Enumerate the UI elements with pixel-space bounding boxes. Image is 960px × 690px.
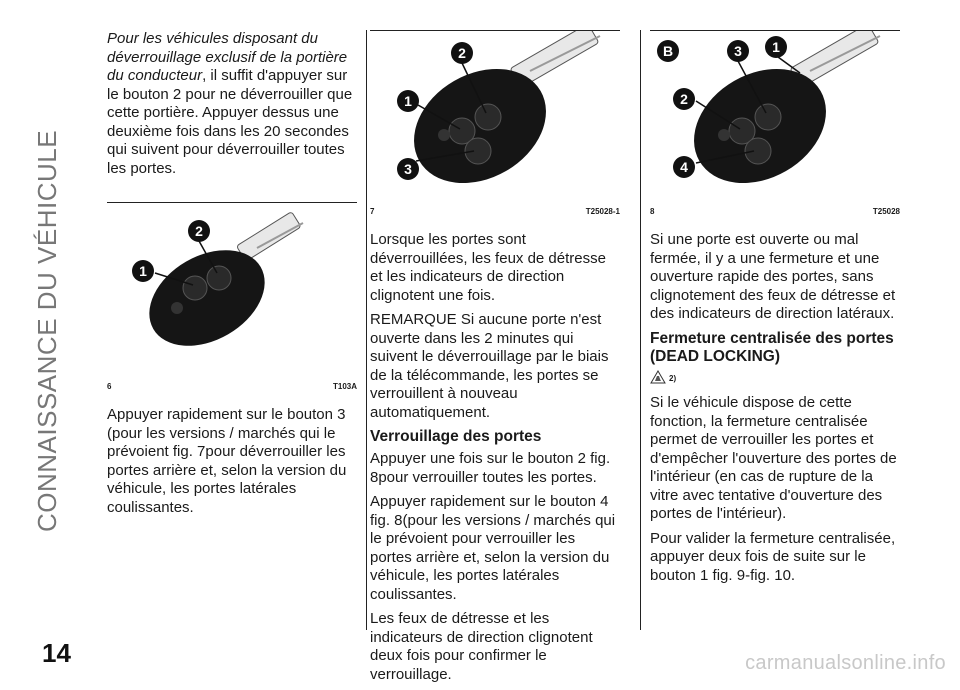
column-divider: [366, 30, 367, 630]
figure-code: T25028: [872, 206, 900, 216]
figure-6: [107, 203, 357, 396]
figure-number: 8: [650, 206, 655, 216]
figure-code: T25028-1: [585, 206, 620, 216]
callout-label: 3: [404, 161, 412, 177]
paragraph: Si une porte est ouverte ou mal fermée, il y a une fermeture et une ouverture rapide des portes, sans clignotement des feux de détresse et des indicateurs de direction latéraux.: [650, 231, 896, 322]
callout-label: 4: [680, 159, 688, 175]
callout-label: B: [662, 43, 674, 59]
key-fob-illustration: [370, 31, 620, 193]
paragraph: REMARQUE Si aucune porte n'est ouverte dans les 2 minutes qui suivent le déverrouillage par le biais de la télécommande, les portes se verrouillent à nouveau automatiquement.: [370, 311, 609, 421]
column-1: [107, 30, 357, 523]
paragraph: Les feux de détresse et les indicateurs de direction clignotent deux fois pour confirmer le verrouillage.: [370, 610, 593, 683]
note-reference: 2): [669, 373, 677, 383]
warning-hand-icon: [650, 370, 666, 384]
callout-label: 1: [139, 263, 147, 279]
warning-reference: [650, 370, 900, 389]
callout-label: 2: [195, 223, 203, 239]
page-number: 14: [42, 638, 71, 668]
column-divider: [640, 30, 641, 630]
callout-label: 1: [404, 93, 412, 109]
section-title: CONNAISSANCE DU VÉHICULE: [32, 129, 62, 532]
callout-label: 1: [772, 39, 780, 55]
intro-paragraph: [107, 30, 357, 178]
section-heading: Verrouillage des portes: [370, 428, 542, 445]
callout-label: 3: [734, 43, 742, 59]
column-3: [650, 30, 900, 591]
paragraph: Lorsque les portes sont déverrouillées, les feux de détresse et les indicateurs de direction clignotent une fois.: [370, 231, 606, 304]
key-fob-illustration: [107, 203, 357, 368]
callout-label: 2: [680, 91, 688, 107]
paragraph: Si le véhicule dispose de cette fonction, la fermeture centralisée permet de verrouiller les portes et d'empêcher l'ouverture des portes de l'intérieur (en cas de rupture de la vitre avec tentative d'ouverture des portes de l'intérieur).: [650, 394, 897, 522]
intro-rest: , il suffit d'appuyer sur le bouton 2 pour ne déverrouiller que cette portière. Appuyer dessus une deuxième fois dans les 20 secondes qui suivent pour déverrouiller toutes les portes.: [107, 67, 353, 177]
figure-number: 6: [107, 381, 112, 391]
figure-8: [650, 31, 900, 221]
column-2: [370, 30, 620, 690]
section-heading: Fermeture centralisée des portes (DEAD LOCKING): [650, 329, 894, 365]
figure-7: [370, 31, 620, 221]
paragraph: Appuyer rapidement sur le bouton 4 fig. 8(pour les versions / marchés qui le prévoient pour verrouiller les portes arrière et, selon la version du véhicule, les portes latérales coulissantes.: [370, 493, 616, 603]
figure-number: 7: [370, 206, 375, 216]
callout-label: 2: [458, 45, 466, 61]
watermark: carmanualsonline.info: [745, 652, 946, 674]
paragraph: Appuyer rapidement sur le bouton 3 (pour les versions / marchés qui le prévoient fig. 7pour déverrouiller les portes arrière et, selon la version du véhicule, les portes latérales coulissantes.: [107, 406, 347, 516]
paragraph: Pour valider la fermeture centralisée, appuyer deux fois de suite sur le bouton 1 fig. 9-fig. 10.: [650, 529, 896, 584]
figure-code: T103A: [332, 381, 357, 391]
intro-italic: Pour les véhicules disposant du déverrouillage exclusif de la portière du conducteur: [107, 30, 348, 84]
paragraph: Appuyer une fois sur le bouton 2 fig. 8pour verrouiller toutes les portes.: [370, 450, 611, 486]
key-fob-illustration: [650, 31, 900, 193]
